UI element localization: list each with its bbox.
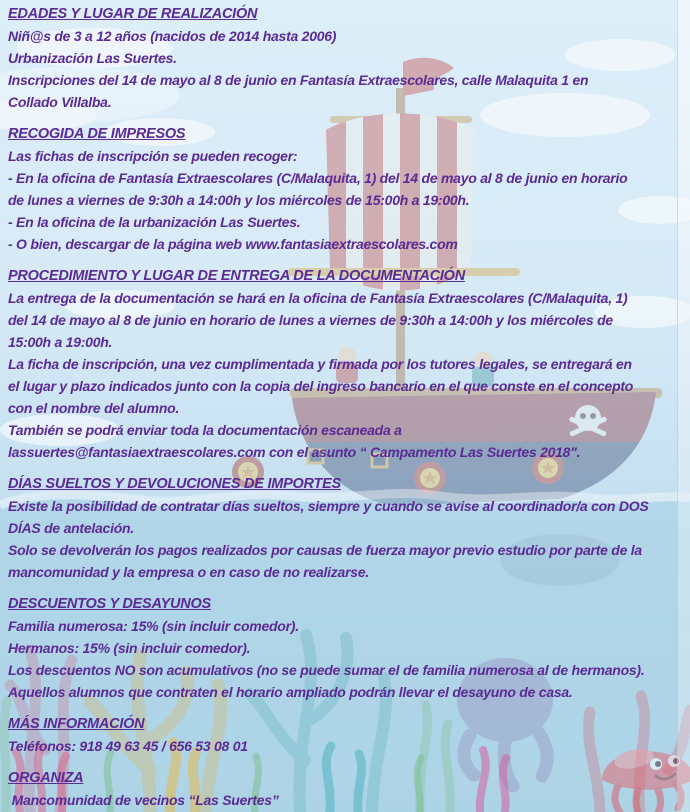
text-line: el lugar y plazo indicados junto con la copia del ingreso bancario en el que conste en el concepto <box>8 378 634 394</box>
text-line: Familia numerosa: 15% (sin incluir comedor). <box>8 618 299 634</box>
text-line: Solo se devolverán los pagos realizados por causas de fuerza mayor previo estudio por parte de la <box>8 542 642 558</box>
text-line: Inscripciones del 14 de mayo al 8 de junio en Fantasía Extraescolares, calle Malaquita 1 en <box>8 72 589 88</box>
section-descuentos-desayunos <box>8 593 688 703</box>
text-line: La ficha de inscripción, una vez cumplimentada y firmada por los tutores legales, se entregará en <box>8 356 632 372</box>
text-line: Hermanos: 15% (sin incluir comedor). <box>8 640 251 656</box>
text-line: La entrega de la documentación se hará en la oficina de Fantasía Extraescolares (C/Malaquita, 1) <box>8 290 628 306</box>
section-mas-informacion <box>8 713 688 757</box>
section-heading: DESCUENTOS Y DESAYUNOS <box>8 596 211 612</box>
text-line: mancomunidad y la empresa o en caso de no realizarse. <box>8 564 370 580</box>
text-line: DÍAS de antelación. <box>8 520 134 536</box>
section-heading: EDADES Y LUGAR DE REALIZACIÓN <box>8 6 258 22</box>
text-line: Existe la posibilidad de contratar días sueltos, siempre y cuando se avise al coordinador/a con DOS <box>8 498 649 514</box>
section-heading: PROCEDIMIENTO Y LUGAR DE ENTREGA DE LA DOCUMENTACIÓN <box>8 268 465 284</box>
text-line website-url: - O bien, descargar de la página web www.fantasiaextraescolares.com <box>8 236 458 252</box>
section-procedimiento-entrega <box>8 265 688 463</box>
text-line: Collado Villalba. <box>8 94 112 110</box>
section-heading: MÁS INFORMACIÓN <box>8 716 145 732</box>
section-recogida-impresos <box>8 123 688 255</box>
text-line: 15:00h a 19:00h. <box>8 334 113 350</box>
text-line: - En la oficina de la urbanización Las Suertes. <box>8 214 301 230</box>
text-line: - En la oficina de Fantasía Extraescolares (C/Malaquita, 1) del 14 de mayo al 8 de junio en horario <box>8 170 628 186</box>
text-line organizer-name: Mancomunidad de vecinos “Las Suertes” <box>8 792 279 808</box>
text-line email-address: lassuertes@fantasiaextraescolares.com con el asunto “ Campamento Las Suertes 2018". <box>8 444 581 460</box>
text-line: con el nombre del alumno. <box>8 400 180 416</box>
text-line: Urbanización Las Suertes. <box>8 50 177 66</box>
text-line: del 14 de mayo al 8 de junio en horario de lunes a viernes de 9:30h a 14:00h y los miércoles de <box>8 312 613 328</box>
section-organiza <box>8 767 688 811</box>
section-heading: DÍAS SUELTOS Y DEVOLUCIONES DE IMPORTES <box>8 476 341 492</box>
text-line: Las fichas de inscripción se pueden recoger: <box>8 148 298 164</box>
section-dias-sueltos <box>8 473 688 583</box>
text-line phone-numbers: Teléfonos: 918 49 63 45 / 656 53 08 01 <box>8 738 248 754</box>
section-heading: RECOGIDA DE IMPRESOS <box>8 126 186 142</box>
text-line: Niñ@s de 3 a 12 años (nacidos de 2014 hasta 2006) <box>8 28 337 44</box>
section-heading: ORGANIZA <box>8 770 84 786</box>
text-line: Los descuentos NO son acumulativos (no se puede sumar el de familia numerosa al de hermanos). <box>8 662 645 678</box>
text-line: de lunes a viernes de 9:30h a 14:00h y los miércoles de 15:00h a 19:00h. <box>8 192 470 208</box>
section-edades-y-lugar <box>8 3 688 113</box>
text-line: También se podrá enviar toda la documentación escaneada a <box>8 422 402 438</box>
text-line: Aquellos alumnos que contraten el horario ampliado podrán llevar el desayuno de casa. <box>8 684 573 700</box>
